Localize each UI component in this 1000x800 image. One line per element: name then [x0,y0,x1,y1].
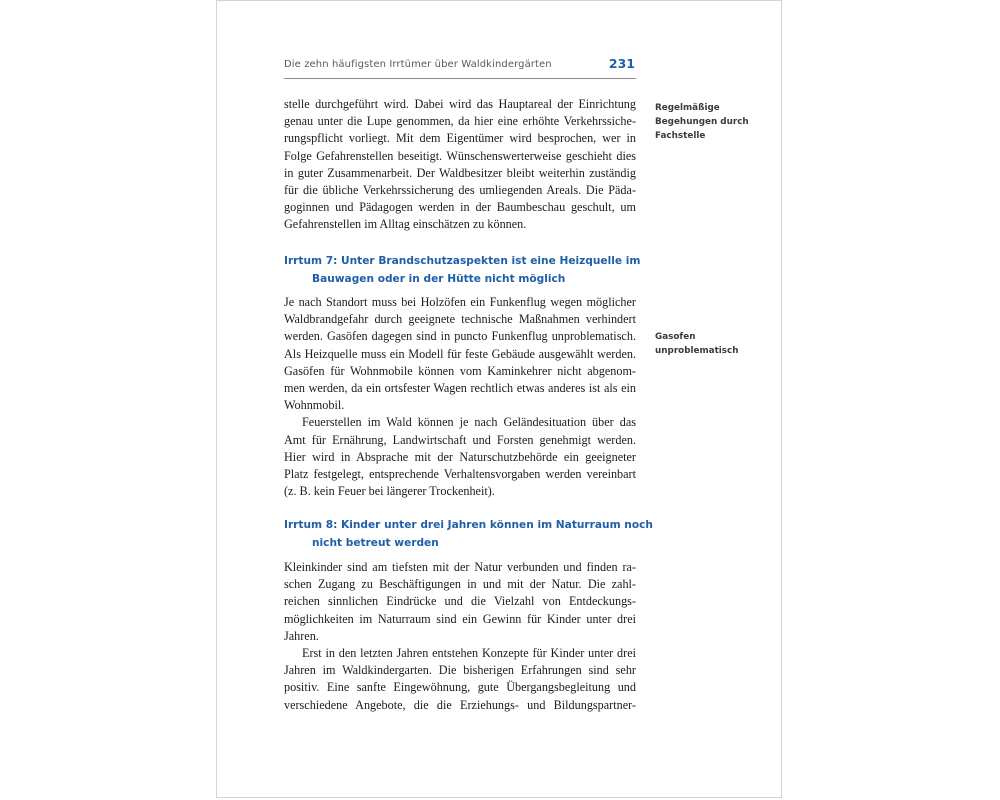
text-line: Als Heizquelle muss ein Modell für feste Gebäude ausgewählt werden. [284,346,636,361]
paragraph-irrtum-8 [284,559,636,714]
text-line: Wohnmobil. [284,398,345,413]
text-line: für die übliche Verkehrssicherung des umliegenden Areals. Die Päda- [284,182,636,197]
heading-line: Bauwagen oder in der Hütte nicht möglich [312,272,566,285]
margin-note-line: unproblematisch [655,346,739,356]
running-header-title: Die zehn häufigsten Irrtümer über Waldkindergärten [284,59,552,70]
text-line: möglichkeiten im Naturraum sind ein Gewinn für Kinder unter drei [284,611,636,626]
text-line: Jahren im Waldkindergarten. Die bisherigen Erfahrungen sind sehr [284,663,636,678]
text-line: Hier wird in Absprache mit der Naturschutzbehörde ein geeigneter [284,449,636,464]
text-line: Amt für Ernährung, Landwirtschaft und Forsten genehmigt werden. [284,432,636,447]
text-line: men werden, da ein ortsfester Wagen rechtlich etwas anderes ist als ein [284,380,636,395]
margin-note-line: Fachstelle [655,131,706,141]
text-line: Platz festgelegt, entsprechende Verhaltensvorgaben werden vereinbart [284,466,636,481]
text-line: positiv. Eine sanfte Eingewöhnung, gute Übergangsbegleitung und [284,680,636,695]
text-line: Folge Gefahrenstellen beseitigt. Wünschenswerterweise geschieht dies [284,148,636,163]
margin-note-line: Gasofen [655,332,696,342]
heading-line: nicht betreut werden [312,536,439,549]
paragraph-continuation [284,96,636,234]
margin-note-line: Begehungen durch [655,117,749,127]
margin-note-gasofen [655,330,775,358]
section-heading-irrtum-7 [284,253,644,288]
text-line: Gasöfen für Wohnmobile können vom Kaminkehrer nicht abgenom- [284,363,636,378]
running-header [284,56,636,79]
text-line: goginnen und Pädagogen werden in der Baumbeschau geschult, um [284,200,636,215]
text-line: stelle durchgeführt wird. Dabei wird das Hauptareal der Einrichtung [284,97,636,111]
text-line: rungspflicht vorliegt. Mit dem Eigentümer wird besprochen, wer in [284,131,636,146]
text-line: (z. B. kein Feuer bei längerer Trockenheit). [284,484,495,499]
text-line: schen Zugang zu Beschäftigungen in und mit der Natur. Die zahl- [284,577,636,592]
text-line: Feuerstellen im Wald können je nach Geländesituation über das [302,415,636,430]
text-line: in guter Zusammenarbeit. Der Waldbesitzer bleibt weiterhin zuständig [284,165,636,180]
section-heading-irrtum-8 [284,517,653,552]
text-line: Waldbrandgefahr durch geeignete technische Maßnahmen verhindert [284,312,636,327]
heading-line: Irrtum 8: Kinder unter drei Jahren können im Naturraum noch [284,519,653,531]
text-line: Kleinkinder sind am tiefsten mit der Natur verbunden und finden ra- [284,560,636,574]
page-number: 231 [608,56,635,71]
text-line: reichen sinnlichen Eindrücke und die Vielzahl von Entdeckungs- [284,594,636,609]
text-line: Gefahrenstellen im Alltag einschätzen zu können. [284,217,527,232]
text-line: werden. Gasöfen dagegen sind in puncto Funkenflug unproblematisch. [284,329,636,344]
text-line: verschiedene Angebote, die die Erziehungs- und Bildungspartner- [284,697,636,712]
text-line: Jahren. [284,628,319,643]
text-line: Erst in den letzten Jahren entstehen Konzepte für Kinder unter drei [302,645,636,660]
margin-note-line: Regelmäßige [655,103,720,113]
margin-note-begehungen [655,101,775,143]
text-line: genau unter die Lupe genommen, da hier eine erhöhte Verkehrssiche- [284,114,636,129]
heading-line: Irrtum 7: Unter Brandschutzaspekten ist eine Heizquelle im [284,255,641,267]
paragraph-irrtum-7 [284,294,636,500]
text-line: Je nach Standort muss bei Holzöfen ein Funkenflug wegen möglicher [284,295,636,309]
